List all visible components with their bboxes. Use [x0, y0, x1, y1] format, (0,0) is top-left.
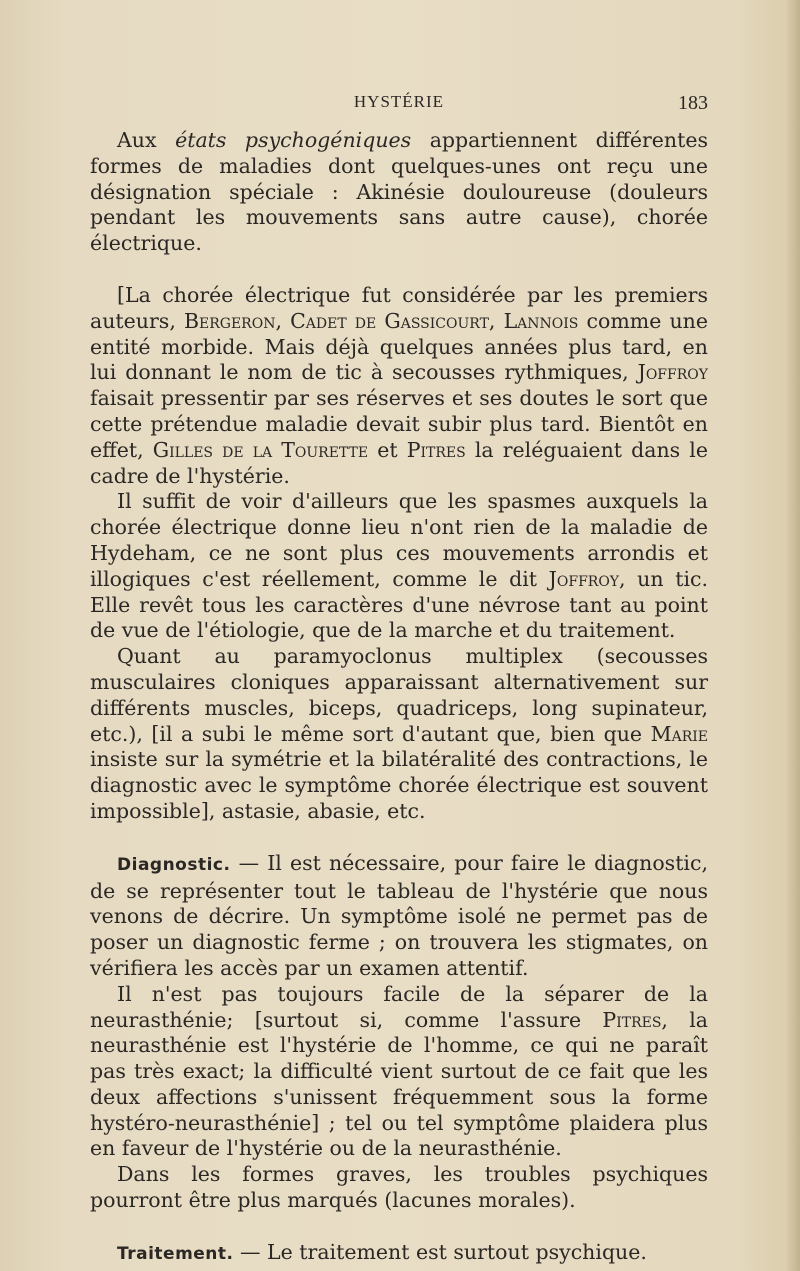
text-run: Il suffit de voir d'ailleurs que les spasmes auxquels la chorée électrique donne lieu n'ont rien de la maladie de Hydeham, ce ne sont plus ces mouvements arrondis et illogiques c'est réellement, comme le dit	[90, 489, 708, 591]
text-run: et	[368, 437, 407, 462]
text-run: Dans les formes graves, les troubles psychiques pourront être plus marqués (lacunes morales).	[90, 1162, 708, 1213]
page-number: 183	[678, 92, 708, 114]
author-name: Bergeron	[183, 308, 276, 333]
paragraph-electric-chorea	[90, 283, 708, 489]
section-rubric-treatment: Traitement.	[117, 1243, 234, 1264]
paragraph-gap	[90, 825, 708, 851]
paragraph-paramyoclonus	[90, 644, 708, 825]
text-run: Quant au paramyoclonus multiplex (secousses musculaires cloniques apparaissant alternativement sur différents muscles, biceps, quadriceps, long supinateur, etc.), [il a subi le même sort d'autant que, bien que	[90, 644, 708, 746]
text-run: — Le traitement est surtout psychique.	[233, 1239, 647, 1264]
author-name: Joffroy	[548, 566, 620, 591]
paragraph-spasms	[90, 489, 708, 644]
author-name: Marie	[650, 721, 708, 746]
text-run: , la neurasthénie est l'hystérie de l'homme, ce qui ne paraît pas très exact; la difficulté vient surtout de ce fait que les deux affections s'unissent fréquemment sous la forme hystéro-neurasthénie] ; tel ou tel symptôme plaidera plus en faveur de l'hystérie ou de la neurasthénie.	[90, 1007, 708, 1161]
text-run: insiste sur la symétrie et la bilatéralité des contractions, le diagnostic avec le symptôme chorée électrique est souvent impossible], astasie, abasie, etc.	[90, 747, 708, 823]
text-run: Il n'est pas toujours facile de la séparer de la neurasthénie; [surtout si, comme l'assure	[90, 981, 708, 1032]
text-run: appartiennent différentes formes de maladies dont quelques-unes ont reçu une désignation spéciale : Akinésie douloureuse (douleurs pendant les mouvements sans autre cause), chorée électrique.	[90, 128, 708, 256]
author-name: Cadet de Gassicourt	[290, 308, 489, 333]
author-name: Lannois	[503, 308, 579, 333]
paragraph-neurasthenia	[90, 982, 708, 1163]
author-name: Pitres	[406, 437, 466, 462]
text-run: [La chorée électrique fut considérée par les premiers auteurs,	[90, 282, 708, 333]
author-name: Pitres	[602, 1007, 662, 1032]
text-run: la reléguaient dans le cadre de l'hystérie.	[90, 437, 708, 488]
paragraph-diagnostic	[90, 851, 708, 982]
paragraph-gap	[90, 257, 708, 283]
author-name: Gilles de la Tourette	[152, 437, 369, 462]
italic-term: états psychogéniques	[175, 128, 412, 152]
text-run: faisait pressentir par ses réserves et ses doutes le sort que cette prétendue maladie devait subir plus tard. Bientôt en effet,	[90, 386, 708, 462]
paragraph-treatment	[90, 1240, 708, 1268]
text-run: — Il est nécessaire, pour faire le diagnostic, de se représenter tout le tableau de l'hystérie que nous venons de décrire. Un symptôme isolé ne permet pas de poser un diagnostic ferme ; on trouvera les stigmates, on vérifiera les accès par un examen attentif.	[90, 850, 708, 980]
text-run: Aux	[117, 128, 176, 152]
text-run: comme une entité morbide. Mais déjà quelques années plus tard, en lui donnant le nom de tic à secousses rythmiques,	[90, 308, 708, 385]
paragraph-gap	[90, 1214, 708, 1240]
paragraph-severe-forms	[90, 1162, 708, 1214]
text-run: , un tic. Elle revêt tous les caractères d'une névrose tant au point de vue de l'étiologie, que de la marche et du traitement.	[90, 566, 708, 643]
text-run: ,	[488, 308, 504, 333]
page-edge-shadow	[786, 0, 800, 1271]
running-head: HYSTÉRIE	[353, 92, 445, 111]
author-name: Joffroy	[637, 360, 708, 385]
text-run: ,	[275, 308, 291, 333]
body-text	[90, 128, 708, 1268]
page-header	[90, 92, 708, 118]
paragraph-psychogenic-states	[90, 128, 708, 257]
section-rubric-diagnostic: Diagnostic.	[117, 854, 231, 875]
